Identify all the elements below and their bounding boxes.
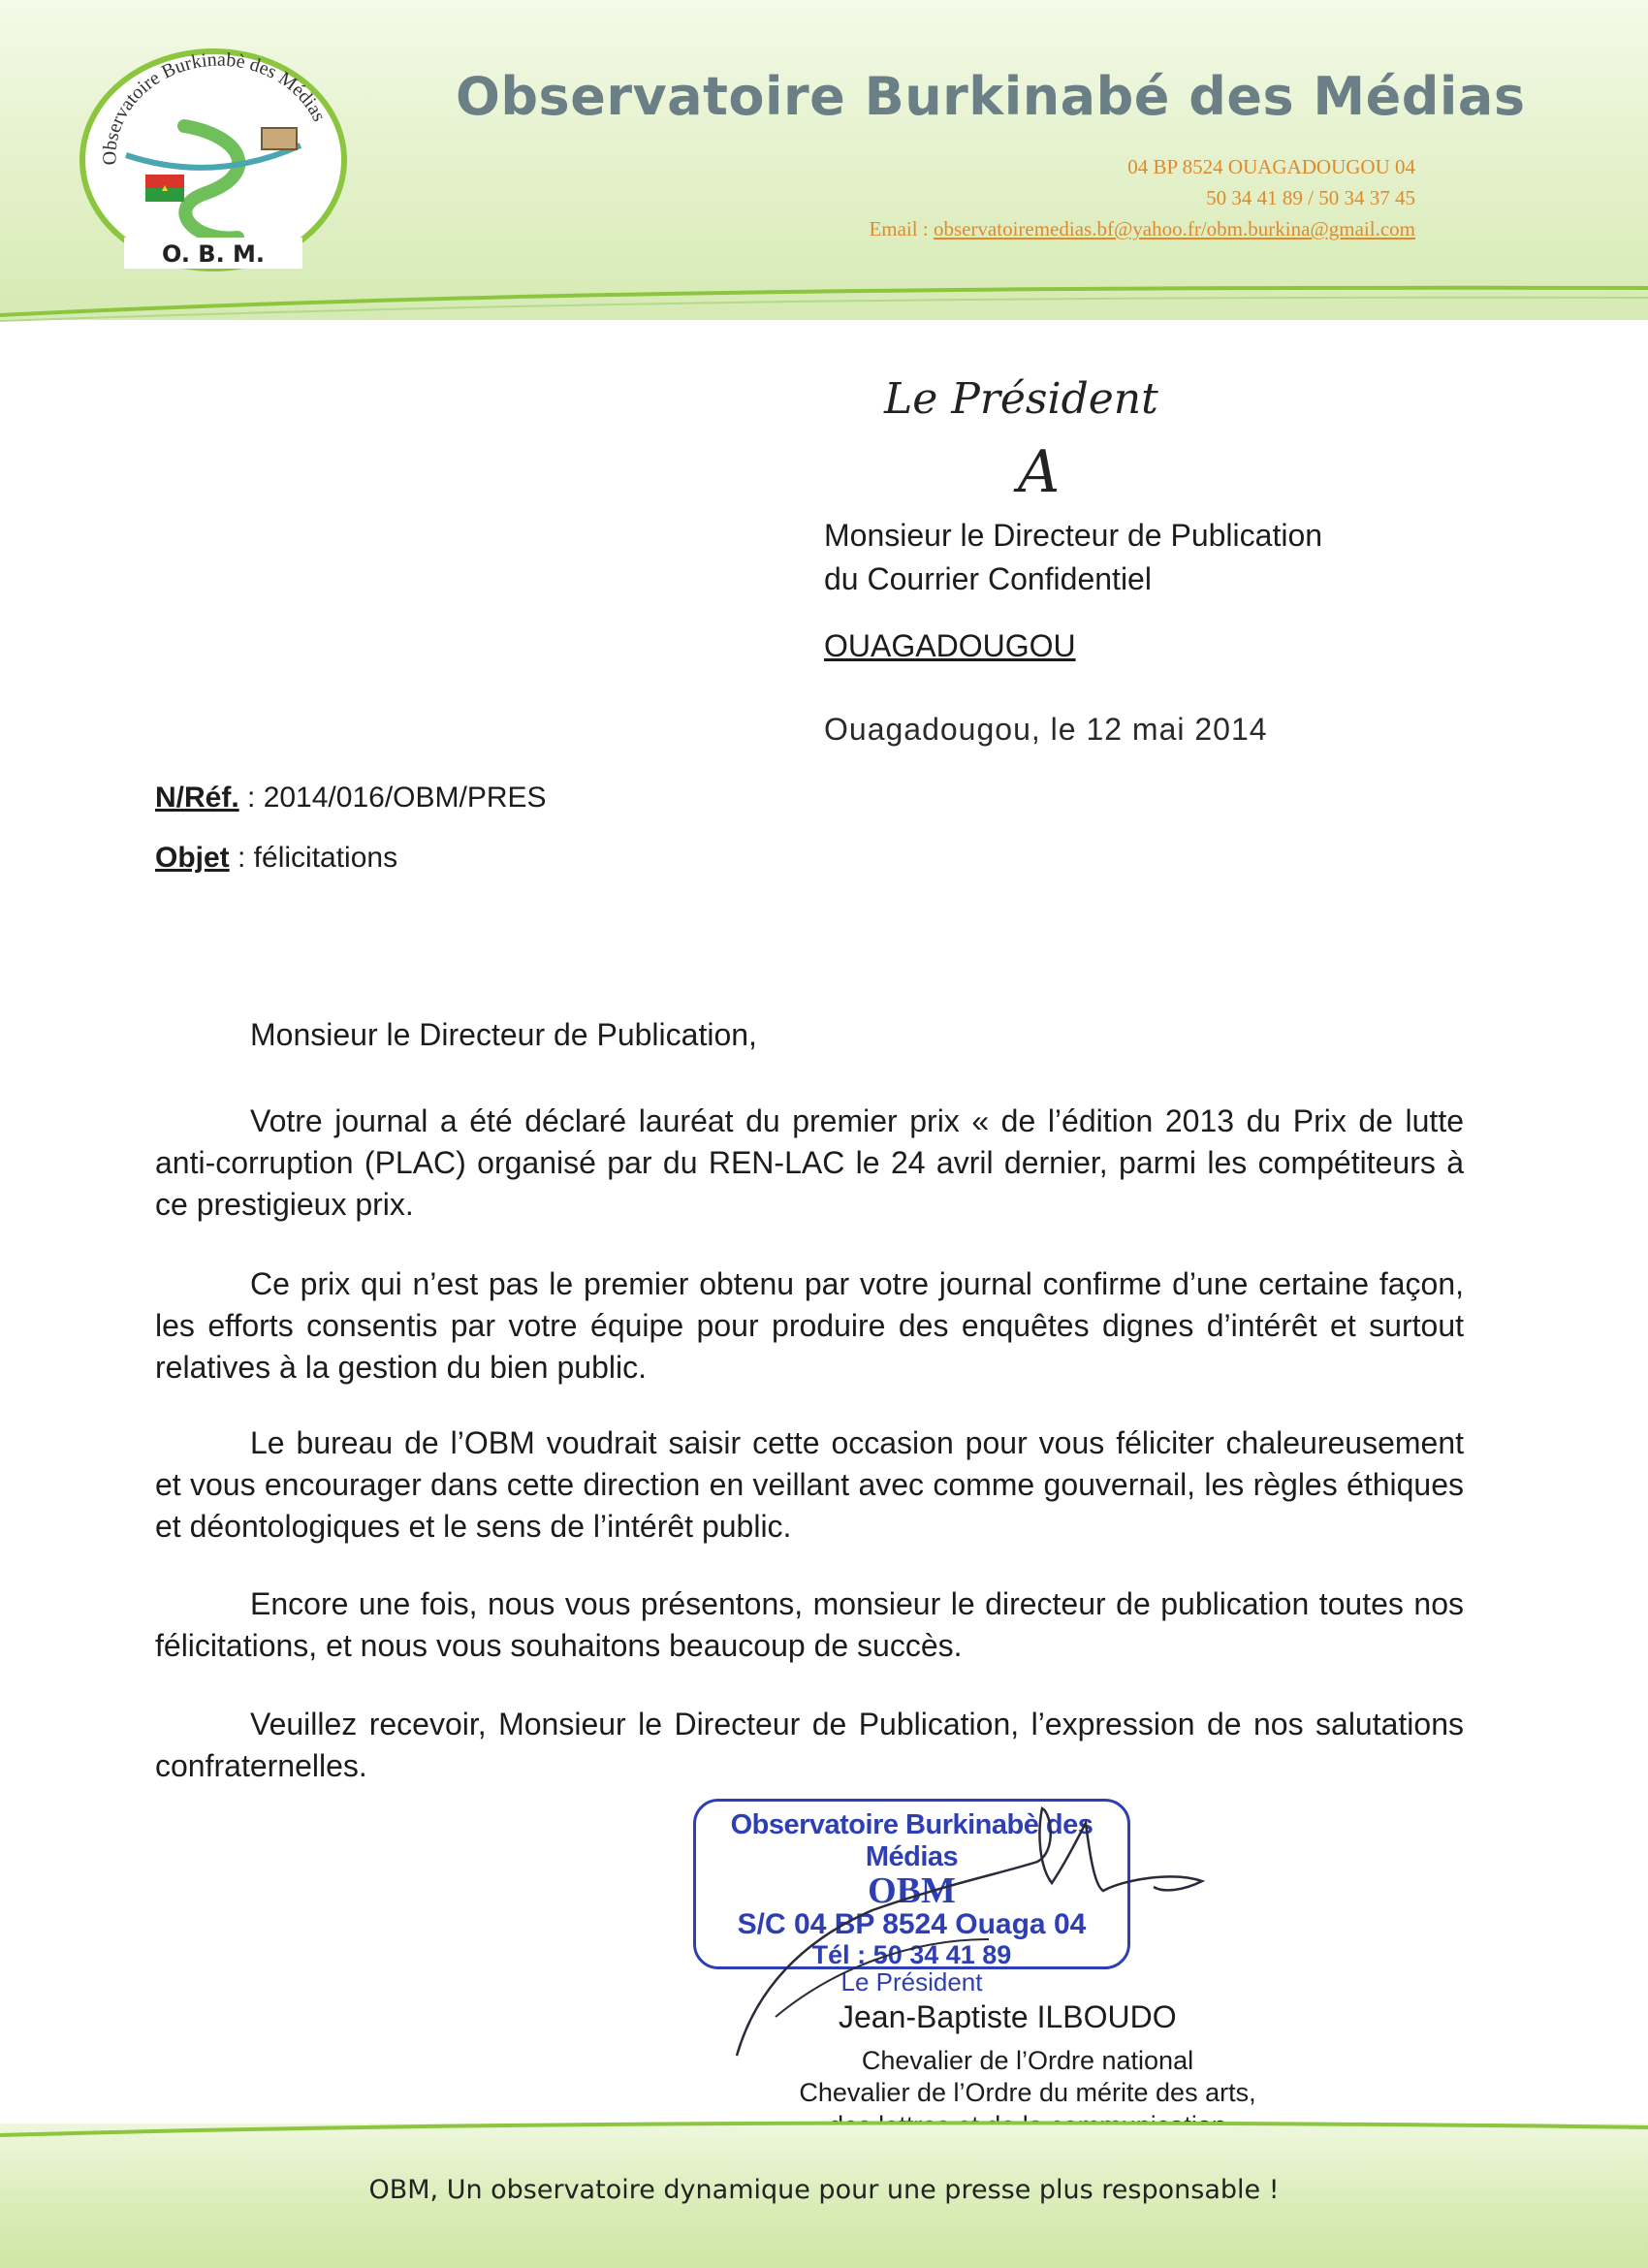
- stamp-line-1: Observatoire Burkinabè des Médias: [730, 1809, 1093, 1872]
- reference-line: [155, 776, 547, 819]
- org-phones: 50 34 41 89 / 50 34 37 45: [1206, 186, 1415, 209]
- email-link[interactable]: observatoiremedias.bf@yahoo.fr/obm.burkina@gmail.com: [933, 217, 1415, 240]
- body-paragraph: Le bureau de l’OBM voudrait saisir cette occasion pour vous féliciter chaleureusement et vous encourager dans cette direction en veillant avec comme gouvernail, les règles éthiques et déontologiques et le sens de l’intérêt public.: [155, 1425, 1464, 1544]
- subject-label: Objet: [155, 842, 230, 874]
- signatory-honor: Chevalier de l’Ordre national: [861, 2046, 1194, 2075]
- footer-motto: OBM, Un observatoire dynamique pour une presse plus responsable !: [368, 2175, 1280, 2205]
- logo-initials: O. B. M.: [161, 240, 266, 268]
- email-label: Email :: [869, 217, 934, 240]
- logo-text-layer: [68, 39, 359, 281]
- stamp-line-2: OBM: [868, 1870, 956, 1911]
- to-glyph: A: [1018, 438, 1061, 506]
- recipient-city: OUAGADOUGOU: [824, 628, 1076, 663]
- org-address: 04 BP 8524 OUAGADOUGOU 04: [1127, 155, 1415, 178]
- signatory-honor: Chevalier de l’Ordre du mérite des arts,: [799, 2078, 1256, 2107]
- recipient-line-1: Monsieur le Directeur de Publication: [824, 518, 1323, 553]
- letter-date: Ouagadougou, le 12 mai 2014: [824, 712, 1268, 747]
- signatory-name: Jean-Baptiste ILBOUDO: [839, 1999, 1177, 2034]
- header-wave: [0, 276, 1648, 325]
- org-email: [869, 217, 1415, 241]
- subject-value: : félicitations: [229, 842, 398, 874]
- body-paragraph: Ce prix qui n’est pas le premier obtenu par votre journal confirme d’une certaine façon, les efforts consentis par votre équipe pour produire des enquêtes dignes d’intérêt et surtout relatives à la gestion du bien public.: [155, 1266, 1464, 1385]
- body-paragraph: Encore une fois, nous vous présentons, monsieur le directeur de publication toutes nos félicitations, et nous vous souhaitons beaucoup de succès.: [155, 1586, 1464, 1663]
- stamp-line-5: Le Président: [840, 1967, 983, 1996]
- footer-wave: [0, 2114, 1648, 2143]
- stamp-line-3: S/C 04 BP 8524 Ouaga 04: [737, 1908, 1087, 1940]
- svg-text:Observatoire Burkinabè des Méd: [99, 49, 330, 166]
- logo-arc-text: Observatoire Burkinabè des Médias: [99, 48, 331, 166]
- reference-label: N/Réf.: [155, 782, 239, 814]
- recipient-line-2: du Courrier Confidentiel: [824, 561, 1152, 596]
- org-name: Observatoire Burkinabé des Médias: [456, 66, 1526, 127]
- body-paragraph: Veuillez recevoir, Monsieur le Directeur de Publication, l’expression de nos salutations confraternelles.: [155, 1707, 1464, 1783]
- stamp-line-4: Tél : 50 34 41 89: [811, 1940, 1012, 1969]
- reference-value: : 2014/016/OBM/PRES: [238, 782, 547, 814]
- salutation: Monsieur le Directeur de Publication,: [250, 1017, 757, 1052]
- subject-line: [155, 836, 397, 879]
- sender-title: Le Président: [884, 374, 1158, 424]
- body-paragraph: Votre journal a été déclaré lauréat du premier prix « de l’édition 2013 du Prix de lutte anti-corruption (PLAC) organisé par du REN-LAC le 24 avril dernier, parmi les compétiteurs à ce prestigieux prix.: [155, 1103, 1464, 1222]
